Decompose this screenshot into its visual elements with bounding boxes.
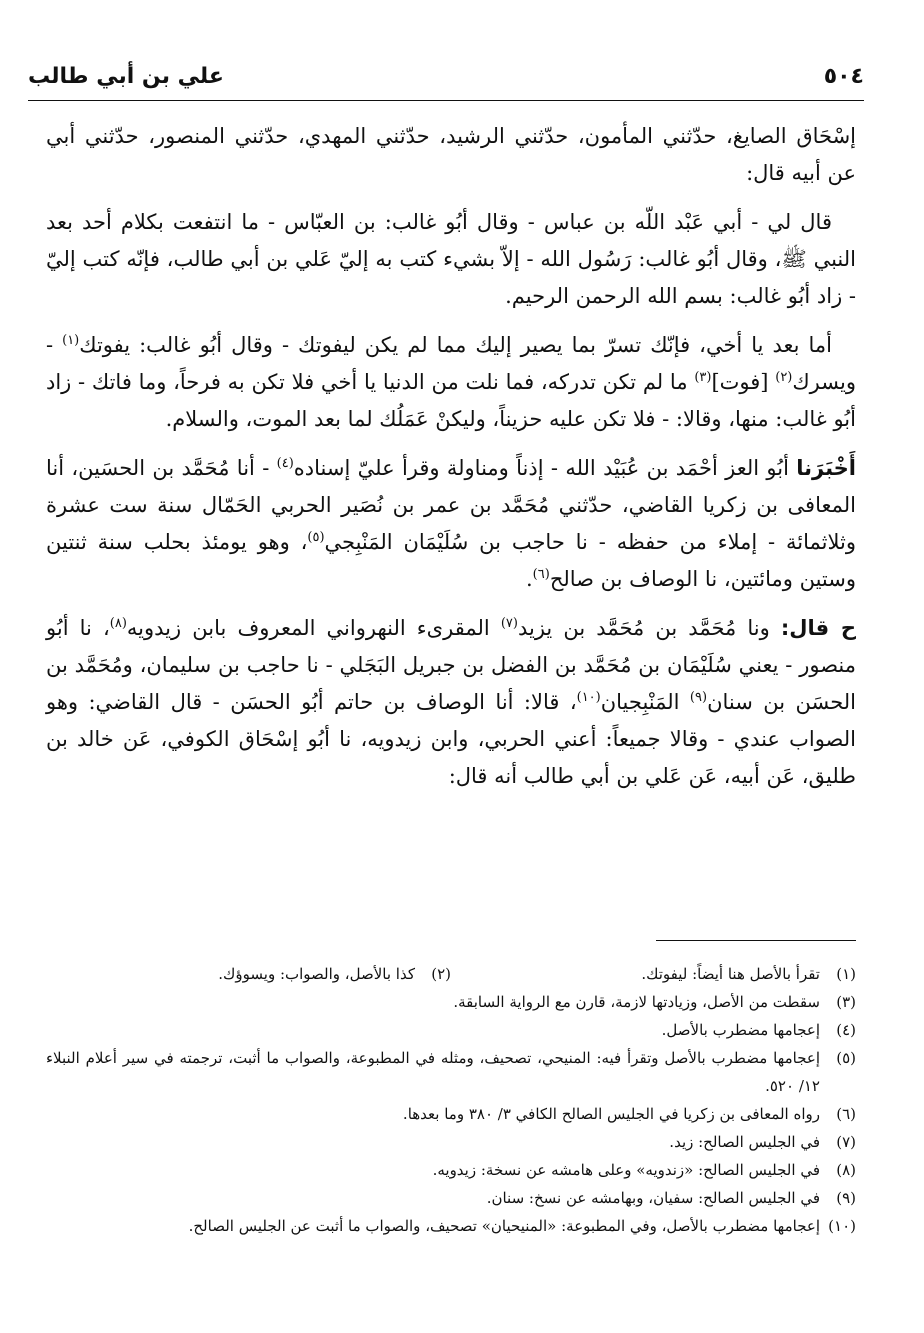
paragraph-3 — [46, 327, 856, 438]
paragraph-4 — [46, 450, 856, 598]
footnote-item — [451, 960, 856, 988]
footnote-number: (٨) — [836, 1161, 856, 1179]
footnote-ref-4: (٤) — [276, 456, 294, 471]
footnote-item — [46, 960, 451, 988]
footnote-text: في الجليس الصالح: «زندويه» وعلى هامشه عن نسخة: زيدويه. — [432, 1161, 820, 1179]
footnote-item — [46, 1100, 856, 1128]
footnote-text: تقرأ بالأصل هنا أيضاً: ليفوتك. — [641, 965, 820, 983]
paragraph-5-text: المقرىء النهرواني المعروف بابن زيدويه — [126, 616, 501, 640]
footnote-number: (٤) — [836, 1021, 856, 1039]
footnote-ref-5: (٥) — [307, 530, 325, 545]
footnote-text: إعجامها مضطرب بالأصل، وفي المطبوعة: «المنيحيان» تصحيف، والصواب ما أثبت عن الجليس الصالح. — [188, 1217, 820, 1235]
paragraph-3-text: أما بعد يا أخي، فإنّك تسرّ بما يصير إليك مما لم يكن ليفوتك - وقال أبُو غالب: يفوتك — [79, 333, 832, 357]
paragraph-5-text: ونا مُحَمَّد بن مُحَمَّد بن يزيد — [517, 616, 781, 640]
footnote-text: سقطت من الأصل، وزيادتها لازمة، قارن مع الرواية السابقة. — [453, 993, 820, 1011]
footnote-item — [46, 1212, 856, 1240]
footnote-divider — [656, 940, 856, 941]
footnote-item — [46, 988, 856, 1016]
footnote-ref-7: (٧) — [500, 616, 518, 631]
paragraph-5 — [46, 610, 856, 795]
footnote-ref-3: (٣) — [694, 370, 712, 385]
footnote-number: (٩) — [836, 1189, 856, 1207]
footnote-ref-2: (٢) — [775, 370, 793, 385]
paragraph-lead-word: أَخْبَرَنا — [796, 456, 856, 480]
main-text — [46, 118, 856, 807]
paragraph-4-text: - أنا مُحَمَّد بن الحسَين، أنا المعافى بن زكريا القاضي، حدّثني مُحَمَّد بن عمر بن نُصَير الحربي الحَمّال سنة ست عشرة وثلاثمائة - إملاء من حفظه - نا حاجب بن سُلَيْمَان المَنْبِجي — [46, 456, 856, 554]
footnote-number: (٣) — [836, 993, 856, 1011]
footnote-text: رواه المعافى بن زكريا في الجليس الصالح الكافي ٣/ ٣٨٠ وما بعدها. — [402, 1105, 820, 1123]
footnote-text: في الجليس الصالح: زيد. — [669, 1133, 820, 1151]
paragraph-3-text: ما لم تكن تدركه، فما نلت من الدنيا يا أخي فلا تكن به فرحاً، وما فاتك - زاد أبُو غالب: منها، وقالا: - فلا تكن عليه حزيناً، وليكنْ عَمَلُك لما بعد الموت، والسلام. — [46, 370, 856, 431]
running-title: علي بن أبي طالب — [28, 64, 224, 89]
footnote-text: في الجليس الصالح: سفيان، وبهامشه عن نسخ: سنان. — [486, 1189, 820, 1207]
footnote-text: إعجامها مضطرب بالأصل وتقرأ فيه: المنيحي، تصحيف، ومثله في المطبوعة، والصواب ما أثبت، ترجمته في سير أعلام النبلاء ١٢/ ٥٢٠. — [46, 1049, 820, 1095]
paragraph-3-text: - ويسرك — [46, 333, 856, 394]
footnote-item — [46, 1184, 856, 1212]
footnote-number: (١) — [836, 965, 856, 983]
paragraph-4-text: . — [525, 567, 533, 591]
page-number: ٥٠٤ — [823, 64, 864, 89]
footnote-row — [46, 960, 856, 988]
footnote-item — [46, 1128, 856, 1156]
paragraph-4-text: ، وهو يومئذ بحلب سنة ثنتين وستين ومائتين، نا الوصاف بن صالح — [46, 530, 856, 591]
paragraph-lead-word: ح قال: — [780, 616, 856, 640]
running-header — [28, 62, 864, 98]
paragraph-1: إسْحَاق الصايغ، حدّثني المأمون، حدّثني الرشيد، حدّثني المهدي، حدّثني المنصور، حدّثني أبي عن أبيه قال: — [46, 124, 856, 185]
paragraph-3-text: [فوت] — [711, 370, 776, 394]
footnote-number: (٦) — [836, 1105, 856, 1123]
footnote-ref-9: (٩) — [689, 690, 708, 705]
footnote-text: إعجامها مضطرب بالأصل. — [661, 1021, 820, 1039]
paragraph-4-text: أبُو العز أحْمَد بن عُبَيْد الله - إذناً ومناولة وقرأ عليّ إسناده — [293, 456, 797, 480]
paragraph-5-text: ، قالا: أنا الوصاف بن حاتم أبُو الحسَن - قال القاضي: وهو الصواب عندي - وقالا جميعاً: أعني الحربي، وابن زيدويه، نا أبُو إسْحَاق الكوفي، عَن خالد بن طليق، عَن أبيه، عَن عَلي بن أبي طالب أنه قال: — [46, 690, 856, 788]
paragraph-2: قال لي - أبي عَبْد اللّه بن عباس - وقال أبُو غالب: بن العبّاس - ما انتفعت بكلام أحد بعد النبي ﷺ، وقال أبُو غالب: رَسُول الله - إلاّ بشيء كتب به إليّ عَلي بن أبي طالب، فإنّه كتب إليّ - زاد أبُو غالب: بسم الله الرحمن الرحيم. — [46, 210, 856, 308]
footnote-text: كذا بالأصل، والصواب: ويسوؤك. — [218, 965, 415, 983]
footnote-item — [46, 1044, 856, 1100]
footnote-number: (٢) — [431, 965, 451, 983]
footnote-ref-6: (٦) — [532, 567, 550, 582]
header-divider — [28, 100, 864, 101]
paragraph-5-text: المَنْبِجيان — [600, 690, 690, 714]
footnote-ref-1: (١) — [62, 333, 80, 348]
footnote-number: (٥) — [836, 1049, 856, 1067]
footnote-item — [46, 1016, 856, 1044]
footnote-number: (٧) — [836, 1133, 856, 1151]
footnotes — [46, 960, 856, 1240]
footnote-item — [46, 1156, 856, 1184]
footnote-number: (١٠) — [828, 1217, 856, 1235]
footnote-ref-10: (١٠) — [576, 690, 601, 705]
footnote-ref-8: (٨) — [109, 616, 127, 631]
paragraph-5-text: ، نا أبُو منصور - يعني سُلَيْمَان بن مُحَمَّد بن الفضل بن جبريل البَجَلي - نا حاجب بن سليمان، ومُحَمَّد بن الحسَن بن سنان — [46, 616, 856, 714]
